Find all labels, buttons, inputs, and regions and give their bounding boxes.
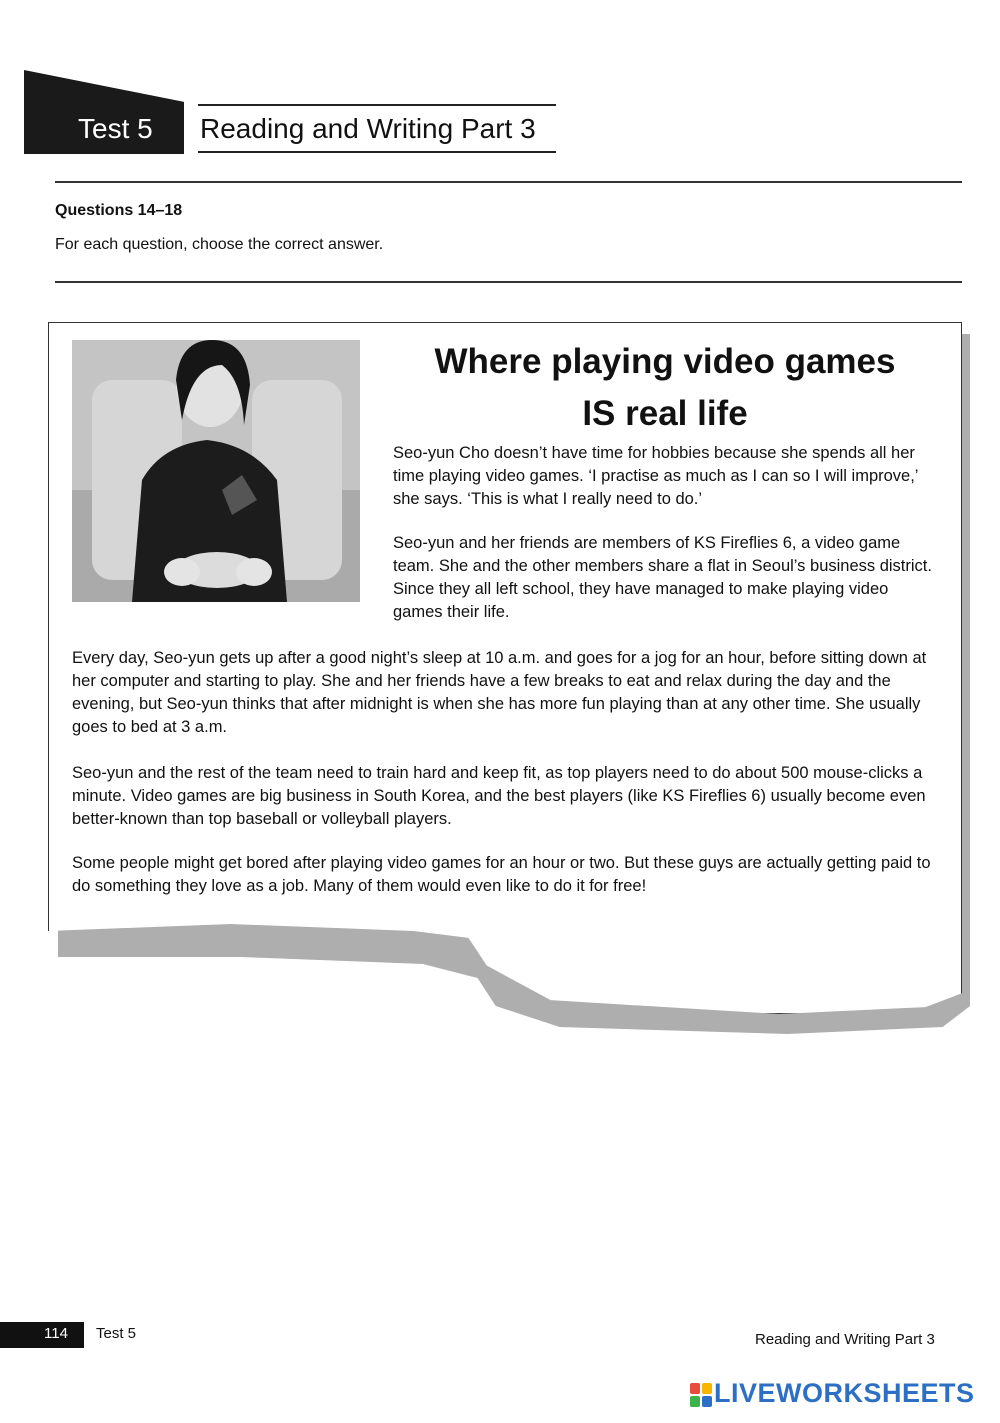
test-label: Test 5 — [78, 113, 153, 144]
instructions: For each question, choose the correct answer. — [55, 236, 384, 253]
footer-section-label: Reading and Writing Part 3 — [755, 1331, 935, 1348]
paragraph-2: Seo-yun and her friends are members of KS Fireflies 6, a video game team. She and the other members share a flat in Seoul’s business district. Since they all left school, they have managed to make playing video games their life. — [393, 534, 932, 621]
photo-illustration — [72, 340, 360, 602]
questions-label: Questions 14–18 — [55, 202, 183, 219]
paragraph-3: Every day, Seo-yun gets up after a good night’s sleep at 10 a.m. and goes for a jog for an hour, before sitting down at her computer and starting to play. She and her friends have a few breaks to eat and relax during the day and the evening, but Seo-yun thinks that after midnight is when she has more fun playing than at any other time. She usually goes to bed at 3 a.m. — [72, 649, 927, 736]
section-title: Reading and Writing Part 3 — [200, 113, 536, 144]
paragraph-5: Some people might get bored after playing video games for an hour or two. But these guys are actually getting paid to do something they love as a job. Many of them would even like to do it for free! — [72, 854, 931, 895]
article-photo — [72, 340, 360, 602]
liveworksheets-watermark[interactable]: LIVEWORKSHEETS — [714, 1378, 975, 1408]
divider-top — [55, 181, 962, 183]
page-number-bar — [0, 1322, 84, 1348]
page-number: 114 — [44, 1325, 68, 1342]
header-rule-bottom — [198, 151, 556, 153]
paragraph-4: Seo-yun and the rest of the team need to train hard and keep fit, as top players need to do about 500 mouse-clicks a minute. Video games are big business in South Korea, and the best players (like KS Fireflies 6) usually become even better-known than top baseball or volleyball players. — [72, 764, 926, 828]
article-title-line-2: IS real life — [582, 394, 748, 433]
footer-test-label: Test 5 — [96, 1325, 137, 1342]
paragraph-1: Seo-yun Cho doesn’t have time for hobbies because she spends all her time playing video games. ‘I practise as much as I can so I will improve,’ she says. ‘This is what I really need to do.’ — [393, 444, 918, 508]
header-rule-top — [198, 104, 556, 106]
liveworksheets-logo-icon — [690, 1383, 712, 1407]
article-title-line-1: Where playing video games — [434, 342, 896, 381]
article-title — [395, 336, 935, 440]
divider-bottom — [55, 281, 962, 283]
